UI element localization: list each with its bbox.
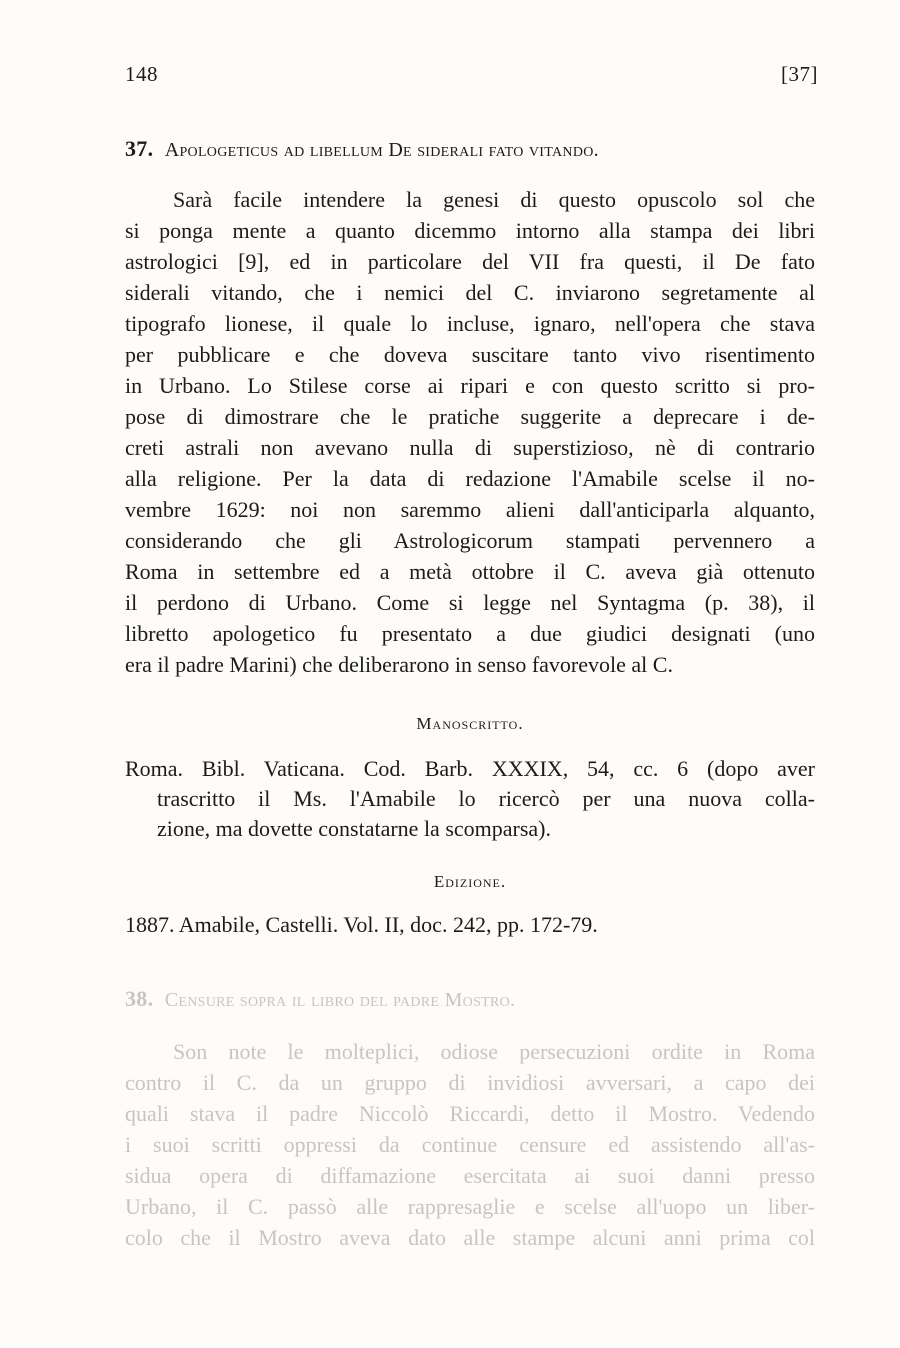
paragraph-line: era il padre Marini) che deliberarono in senso favorevole al C. <box>125 652 673 677</box>
entry-line: Roma. Bibl. Vaticana. Cod. Barb. XXXIX, 54, cc. 6 (dopo aver <box>125 756 815 781</box>
section-38-paragraph <box>125 1036 815 1253</box>
paragraph-line: pose di dimostrare che le pratiche suggerite a deprecare i de- <box>125 404 815 429</box>
entry-line: zione, ma dovette constatarne la scomparsa). <box>157 816 552 841</box>
section-37-title <box>125 136 825 162</box>
section-38-title <box>125 986 825 1012</box>
entry-line: trascritto il Ms. l'Amabile lo ricercò per una nuova colla- <box>157 786 815 811</box>
paragraph-line: vembre 1629: noi non saremmo alieni dall'anticiparla alquanto, <box>125 497 815 522</box>
paragraph-line: libretto apologetico fu presentato a due giudici designati (uno <box>125 621 815 646</box>
paragraph-line: il perdono di Urbano. Come si legge nel Syntagma (p. 38), il <box>125 590 815 615</box>
paragraph-line: astrologici [9], ed in particolare del VII fra questi, il De fato <box>125 249 815 274</box>
paragraph-line: alla religione. Per la data di redazione l'Amabile scelse il no- <box>125 466 815 491</box>
paragraph-line: i suoi scritti oppressi da continue censure ed assistendo all'as- <box>125 1132 815 1157</box>
paragraph-line: in Urbano. Lo Stilese corse ai ripari e con questo scritto si pro- <box>125 373 815 398</box>
page-number: 148 <box>125 62 158 86</box>
paragraph-line: sidua opera di diffamazione esercitata ai suoi danni presso <box>125 1163 815 1188</box>
entry-line: 1887. Amabile, Castelli. Vol. II, doc. 242, pp. 172-79. <box>125 912 598 937</box>
paragraph-line: Sarà facile intendere la genesi di questo opuscolo sol che <box>173 187 815 212</box>
paragraph-line: siderali vitando, che i nemici del C. inviarono segretamente al <box>125 280 815 305</box>
paragraph-line: Son note le molteplici, odiose persecuzioni ordite in Roma <box>173 1039 815 1064</box>
section-38-title-text: Censure sopra il libro del padre Mostro. <box>164 989 516 1011</box>
section-38-number: 38. <box>125 986 154 1011</box>
paragraph-line: si ponga mente a quanto dicemmo intorno alla stampa dei libri <box>125 218 815 243</box>
paragraph-line: tipografo lionese, il quale lo incluse, ignaro, nell'opera che stava <box>125 311 815 336</box>
manuscript-entry <box>125 754 815 844</box>
paragraph-line: quali stava il padre Niccolò Riccardi, detto il Mostro. Vedendo <box>125 1101 815 1126</box>
section-37-paragraph <box>125 184 815 680</box>
manuscript-heading: Manoscritto. <box>416 714 524 733</box>
section-37-number: 37. <box>125 136 154 161</box>
paragraph-line: Roma in settembre ed a metà ottobre il C. aveva già ottenuto <box>125 559 815 584</box>
edition-heading: Edizione. <box>433 872 507 891</box>
paragraph-line: Urbano, il C. passò alle rappresaglie e scelse all'uopo un liber- <box>125 1194 815 1219</box>
paragraph-line: contro il C. da un gruppo di invidiosi avversari, a capo dei <box>125 1070 815 1095</box>
paragraph-line: creti astrali non avevano nulla di superstizioso, nè di contrario <box>125 435 815 460</box>
edition-entry <box>125 910 815 940</box>
paragraph-line: considerando che gli Astrologicorum stampati pervennero a <box>125 528 815 553</box>
paragraph-line: per pubblicare e che doveva suscitare tanto vivo risentimento <box>125 342 815 367</box>
section-37-title-text: Apologeticus ad libellum De siderali fato vitando. <box>164 139 599 161</box>
paragraph-line: colo che il Mostro aveva dato alle stampe alcuni anni prima col <box>125 1225 815 1250</box>
section-reference: [37] <box>781 62 818 86</box>
